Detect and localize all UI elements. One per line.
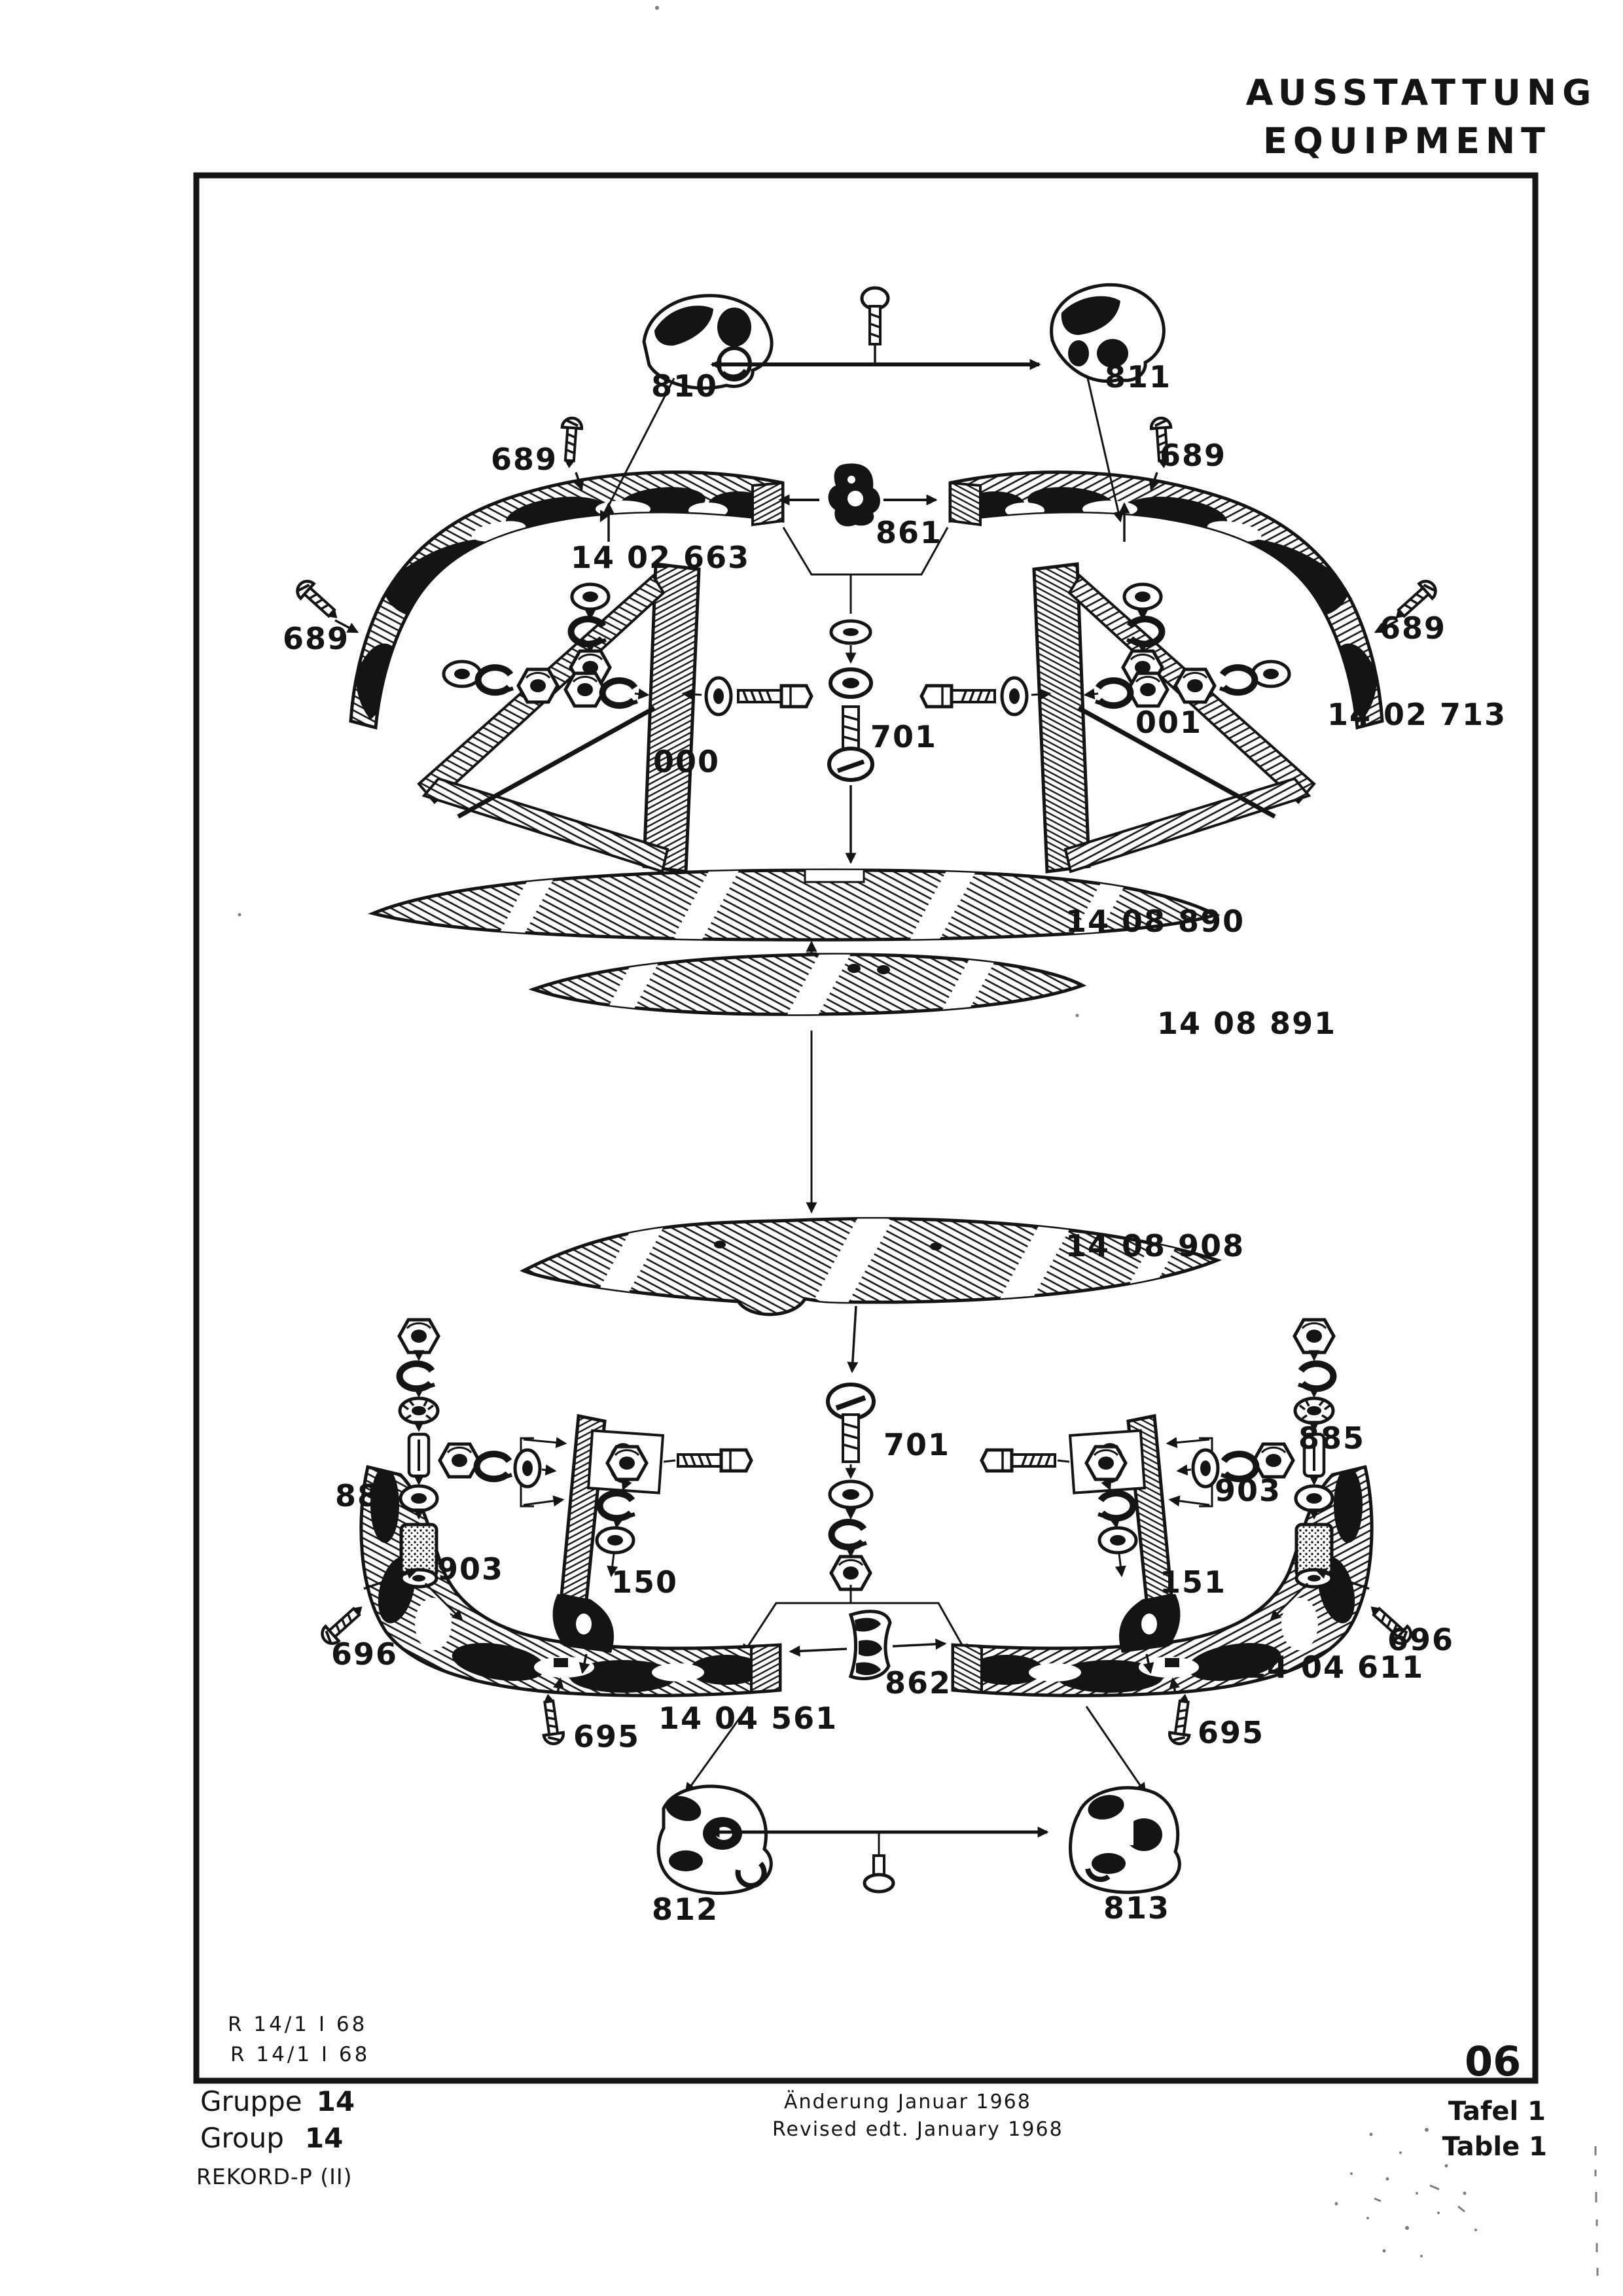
bumper-end-cap: [751, 1645, 780, 1692]
plate-label-german: Tafel 1: [1448, 2096, 1546, 2127]
label-885-left: 885: [335, 1478, 402, 1513]
label-150: 150: [611, 1564, 679, 1600]
revision-line-1: R 14/1 I 68: [228, 2013, 368, 2036]
label-695-left: 695: [573, 1719, 641, 1754]
label-689-far-left: 689: [283, 621, 350, 656]
label-812: 812: [652, 1892, 719, 1927]
bracket-flange: [644, 564, 699, 872]
revision-line-2: R 14/1 I 68: [230, 2043, 370, 2066]
label-689-top-right: 689: [1160, 438, 1227, 473]
label-000: 000: [653, 744, 721, 779]
upper-right-bumper-assembly: [921, 417, 1440, 872]
clamp-812: [658, 1786, 771, 1893]
label-1408890: 14 08 890: [1065, 904, 1245, 939]
label-810: 810: [651, 368, 719, 404]
label-813: 813: [1103, 1890, 1171, 1926]
bumper-end-cap: [753, 483, 783, 525]
label-861: 861: [876, 515, 943, 550]
label-862: 862: [885, 1665, 952, 1701]
label-1408891: 14 08 891: [1157, 1006, 1337, 1041]
bottom-screw: [865, 1832, 893, 1892]
clamp-861: [829, 463, 880, 526]
label-1404561: 14 04 561: [658, 1701, 838, 1736]
upper-701-hardware: [829, 621, 872, 780]
label-903-left: 903: [437, 1551, 505, 1587]
header: [1246, 72, 1597, 162]
label-695-right: 695: [1198, 1715, 1265, 1750]
upper-left-bumper-assembly: [293, 417, 812, 872]
model-label: REKORD-P (II): [196, 2164, 353, 2189]
pointer-813: [1086, 1706, 1145, 1793]
page-number: 06: [1465, 2038, 1522, 2085]
lower-left-bumper-assembly: [318, 1320, 780, 1745]
label-151: 151: [1160, 1564, 1227, 1600]
clamp-862: [851, 1612, 890, 1679]
group-label-german: Gruppe 14: [200, 2085, 355, 2117]
label-903-right: 903: [1215, 1473, 1282, 1508]
clamp-813: [1071, 1788, 1180, 1892]
label-696-right: 696: [1387, 1622, 1455, 1657]
group-label-english: Group 14: [200, 2122, 344, 2154]
label-811: 811: [1105, 359, 1172, 395]
label-689-top-left: 689: [491, 442, 558, 477]
blade-1408891: [533, 941, 1082, 1029]
page-title-german: AUSSTATTUNG: [1245, 72, 1597, 113]
label-696-left: 696: [331, 1636, 399, 1672]
plate-border: [196, 175, 1535, 2081]
page-title-english: EQUIPMENT: [1263, 120, 1551, 162]
label-1408908: 14 08 908: [1065, 1228, 1245, 1263]
label-689-far-right: 689: [1380, 610, 1447, 646]
change-note-german: Änderung Januar 1968: [784, 2091, 1031, 2113]
label-701-lower: 701: [883, 1427, 951, 1462]
label-701-upper: 701: [870, 719, 938, 754]
label-001: 001: [1135, 705, 1203, 740]
label-1404611: 14 04 611: [1245, 1650, 1425, 1685]
footer: [196, 2013, 1547, 2189]
label-885-right: 885: [1298, 1421, 1366, 1456]
plate-label-english: Table 1: [1442, 2132, 1547, 2162]
arrow-to-lower-701: [852, 1306, 856, 1371]
label-1402713: 14 02 713: [1327, 697, 1507, 732]
scan-noise: [238, 6, 1598, 2276]
change-note-english: Revised edt. January 1968: [772, 2118, 1063, 2141]
label-1402663: 14 02 663: [571, 540, 751, 575]
top-screw: [862, 288, 888, 364]
lower-701-hardware: [828, 1385, 874, 1589]
